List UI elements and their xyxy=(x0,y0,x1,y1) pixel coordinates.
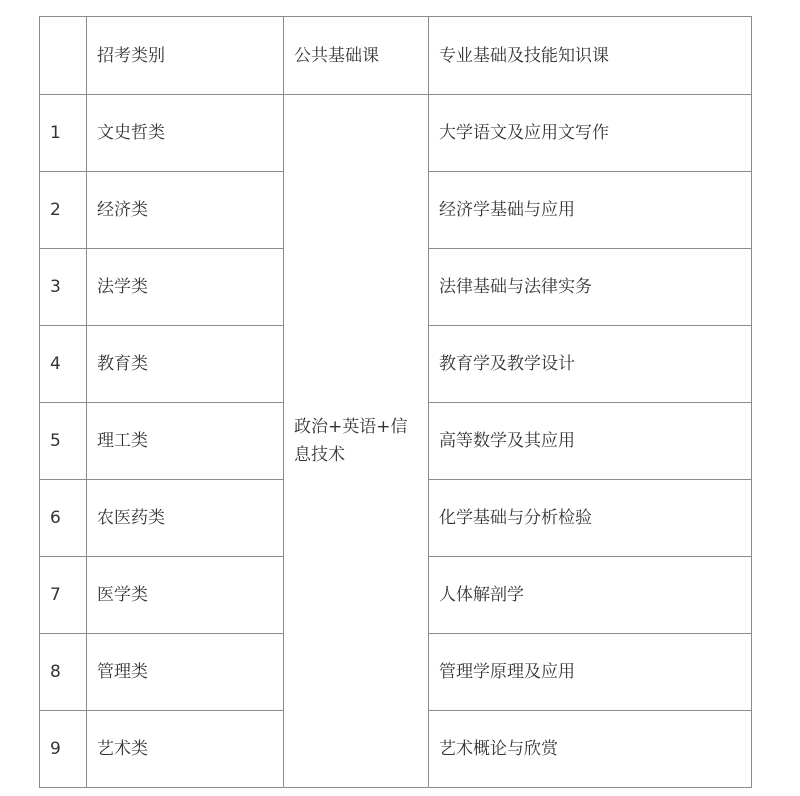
row-number-cell: 9 xyxy=(40,711,87,788)
row-major-course-cell: 化学基础与分析检验 xyxy=(429,480,752,557)
row-major-course-cell: 管理学原理及应用 xyxy=(429,634,752,711)
row-major-course-cell: 人体解剖学 xyxy=(429,557,752,634)
row-major-course-cell: 经济学基础与应用 xyxy=(429,172,752,249)
header-category-cell: 招考类别 xyxy=(87,17,284,95)
public-course-cell: 政治+英语+信息技术 xyxy=(284,95,429,788)
row-category-cell: 理工类 xyxy=(87,403,284,480)
table-row xyxy=(40,95,752,172)
row-number-cell: 8 xyxy=(40,634,87,711)
row-category-cell: 管理类 xyxy=(87,634,284,711)
header-major-course-cell: 专业基础及技能知识课 xyxy=(429,17,752,95)
row-category-cell: 经济类 xyxy=(87,172,284,249)
header-number-cell xyxy=(40,17,87,95)
row-major-course-cell: 法律基础与法律实务 xyxy=(429,249,752,326)
row-number-cell: 7 xyxy=(40,557,87,634)
row-major-course-cell: 艺术概论与欣赏 xyxy=(429,711,752,788)
exam-category-table xyxy=(39,16,752,788)
row-number-cell: 6 xyxy=(40,480,87,557)
row-number-cell: 1 xyxy=(40,95,87,172)
row-number-cell: 2 xyxy=(40,172,87,249)
row-number-cell: 4 xyxy=(40,326,87,403)
table-header-row xyxy=(40,17,752,95)
row-category-cell: 文史哲类 xyxy=(87,95,284,172)
header-public-course-cell: 公共基础课 xyxy=(284,17,429,95)
row-number-cell: 5 xyxy=(40,403,87,480)
row-number-cell: 3 xyxy=(40,249,87,326)
row-category-cell: 法学类 xyxy=(87,249,284,326)
row-major-course-cell: 教育学及教学设计 xyxy=(429,326,752,403)
row-category-cell: 农医药类 xyxy=(87,480,284,557)
row-major-course-cell: 高等数学及其应用 xyxy=(429,403,752,480)
row-category-cell: 医学类 xyxy=(87,557,284,634)
row-major-course-cell: 大学语文及应用文写作 xyxy=(429,95,752,172)
row-category-cell: 艺术类 xyxy=(87,711,284,788)
row-category-cell: 教育类 xyxy=(87,326,284,403)
